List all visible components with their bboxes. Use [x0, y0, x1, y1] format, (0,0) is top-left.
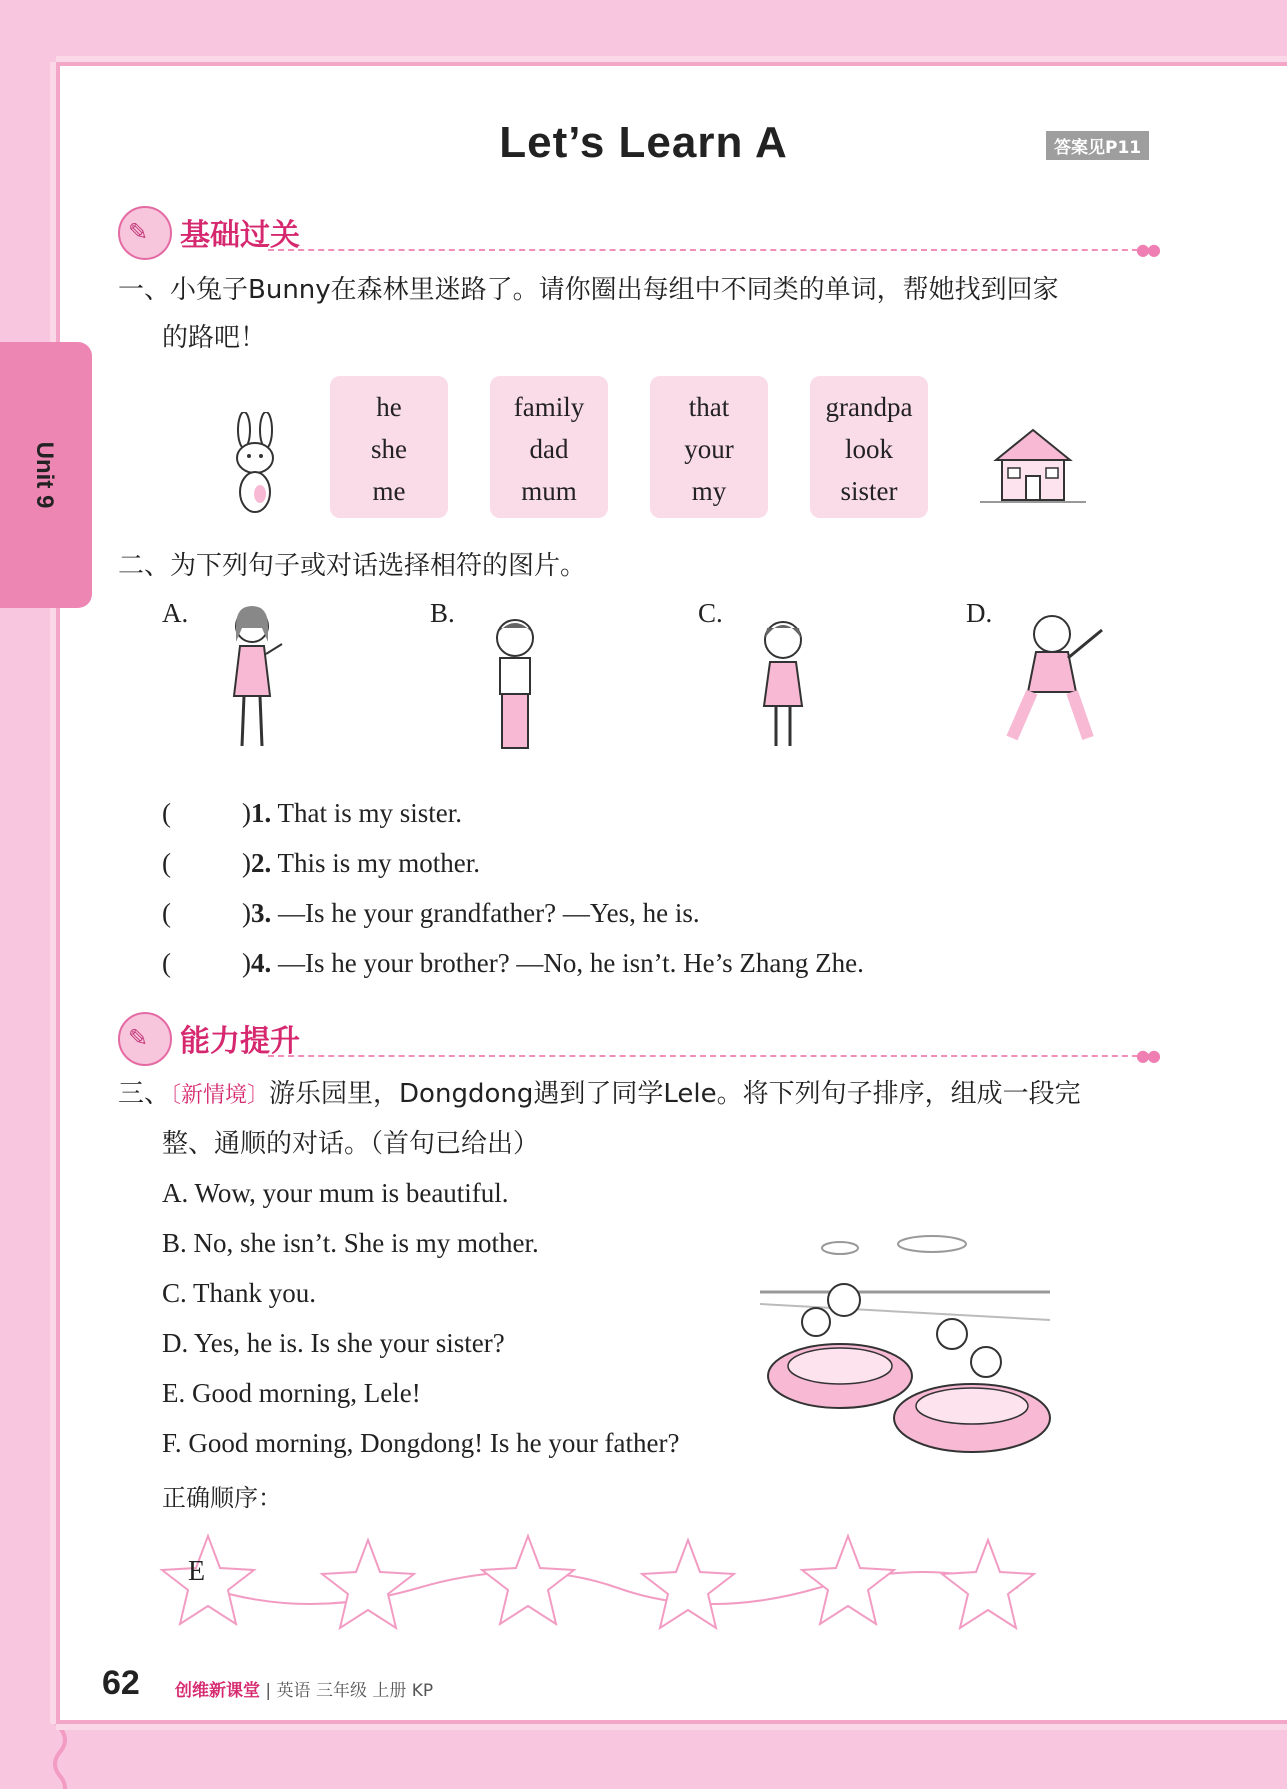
dashed-divider [268, 249, 1148, 251]
word[interactable]: look [844, 434, 893, 464]
page-title: Let’s Learn A [499, 118, 788, 167]
word[interactable]: mum [521, 476, 577, 506]
dialogue-sentence-e: E. Good morning, Lele! [162, 1378, 421, 1408]
footer-separator: | [265, 1681, 277, 1701]
word-group-1[interactable] [330, 376, 448, 518]
house-icon [978, 424, 1088, 506]
word-group-3[interactable] [650, 376, 768, 518]
answer-blank[interactable]: ( [162, 848, 171, 878]
owl-mascot-icon: ✎ [118, 206, 172, 260]
footer-info [175, 1676, 433, 1701]
word[interactable]: family [513, 392, 585, 422]
item-number: 2. [251, 848, 272, 878]
answer-blank-close: ) [242, 898, 251, 928]
dialogue-sentence-d: D. Yes, he is. Is she your sister? [162, 1328, 505, 1358]
answer-blank-close: ) [242, 948, 251, 978]
word[interactable]: grandpa [825, 392, 913, 422]
item-number: 3. [251, 898, 272, 928]
answer-blank[interactable]: ( [162, 898, 171, 928]
answer-reference-badge: 答案见P11 [1046, 131, 1149, 160]
page-number: 62 [102, 1664, 140, 1702]
unit-tab-label: Unit 9 [31, 441, 58, 509]
option-label-d: D. [966, 598, 993, 628]
word[interactable]: sister [840, 476, 898, 506]
word[interactable]: she [371, 434, 407, 464]
new-context-tag: 〔新情境〕 [170, 1083, 270, 1108]
answer-blank[interactable]: ( [162, 798, 171, 828]
option-label-a: A. [162, 598, 189, 628]
section-header-ability [118, 1010, 1158, 1064]
answer-star-chain[interactable] [158, 1530, 1038, 1640]
word-group-2[interactable] [490, 376, 608, 518]
question-3-line2: 整、通顺的对话。（首句已给出） [162, 1129, 540, 1159]
word[interactable]: my [691, 476, 727, 506]
girl-figure-icon [748, 616, 818, 756]
mother-figure-icon [220, 604, 290, 754]
section-label: 基础过关 [180, 218, 300, 253]
option-label-b: B. [430, 598, 455, 628]
order-label: 正确顺序： [162, 1484, 282, 1512]
word[interactable]: dad [529, 434, 569, 464]
answer-blank-close: ) [242, 798, 251, 828]
owl-mascot-icon: ✎ [118, 1012, 172, 1066]
word[interactable]: that [688, 392, 730, 422]
word[interactable]: he [376, 392, 402, 422]
sentence-text: That is my sister. [277, 798, 463, 828]
question-1-line2: 的路吧！ [162, 323, 267, 353]
sentence-text: This is my mother. [277, 848, 481, 878]
sentence-item-4 [162, 948, 864, 979]
sentence-text: —Is he your brother? —No, he isn’t. He’s Zhang Zhe. [278, 948, 864, 978]
word[interactable]: me [372, 476, 406, 506]
word[interactable]: your [684, 434, 734, 464]
section-label: 能力提升 [180, 1024, 300, 1059]
question-2-instruction: 二、为下列句子或对话选择相符的图片。 [118, 551, 587, 581]
sentence-item-3 [162, 898, 700, 929]
grandfather-figure-icon [1002, 612, 1112, 752]
question-1-instruction [118, 266, 1163, 362]
dots-icon: ●● [1136, 240, 1158, 259]
dots-icon: ●● [1136, 1046, 1158, 1065]
dialogue-sentence-a: A. Wow, your mum is beautiful. [162, 1178, 509, 1208]
first-answer: E [188, 1556, 206, 1587]
dialogue-sentence-c: C. Thank you. [162, 1278, 316, 1308]
answer-blank-close: ) [242, 848, 251, 878]
word-group-4[interactable] [810, 376, 928, 518]
answer-blank[interactable]: ( [162, 948, 171, 978]
footer-brand: 创维新课堂 [175, 1681, 260, 1701]
option-label-c: C. [698, 598, 723, 628]
unit-tab [0, 342, 92, 608]
bumper-cars-illustration-icon [760, 1230, 1060, 1470]
sentence-item-1 [162, 798, 462, 829]
rabbit-icon [222, 412, 292, 520]
sentence-text: —Is he your grandfather? —Yes, he is. [278, 898, 700, 928]
boy-figure-icon [480, 616, 550, 756]
dialogue-sentence-b: B. No, she isn’t. She is my mother. [162, 1228, 539, 1258]
question-3-instruction [118, 1070, 1163, 1168]
footer-book-info: 英语 三年级 上册 KP [276, 1681, 434, 1701]
section-header-basics [118, 204, 1158, 258]
item-number: 4. [251, 948, 272, 978]
dashed-divider [268, 1055, 1148, 1057]
dialogue-sentence-f: F. Good morning, Dongdong! Is he your father? [162, 1428, 680, 1458]
item-number: 1. [251, 798, 272, 828]
question-3-line1: 游乐园里，Dongdong遇到了同学Lele。将下列句子排序，组成一段完 [269, 1079, 1081, 1109]
question-1-line1: 一、小兔子Bunny在森林里迷路了。请你圈出每组中不同类的单词，帮她找到回家 [118, 275, 1059, 305]
sentence-item-2 [162, 848, 480, 879]
question-3-prefix: 三、 [118, 1079, 171, 1109]
